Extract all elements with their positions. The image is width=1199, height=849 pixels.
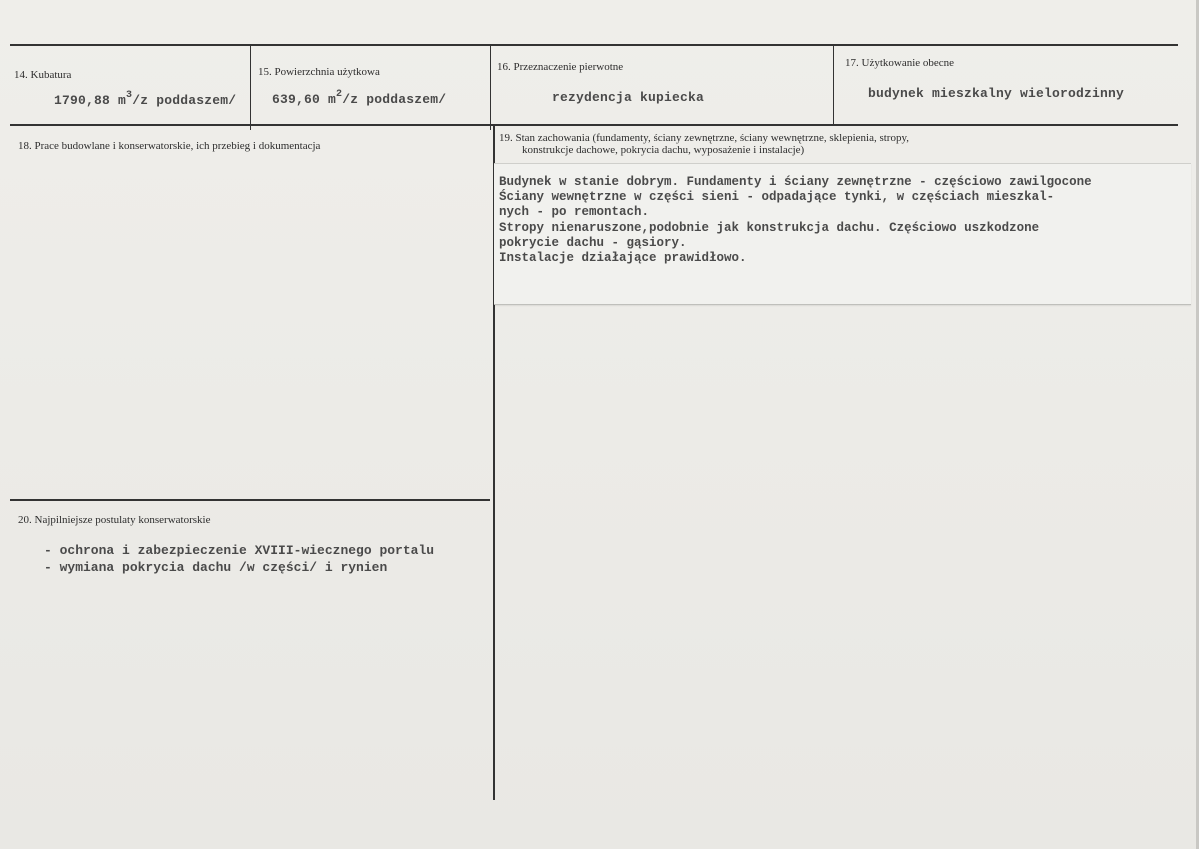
top-rule [10, 44, 1178, 46]
field-17-label: 17. Użytkowanie obecne [845, 57, 955, 69]
list-item: - wymiana pokrycia dachu /w części/ i rynien [44, 560, 388, 575]
field-19-line: Budynek w stanie dobrym. Fundamenty i ściany zewnętrzne - częściowo zawilgocone [499, 175, 1092, 189]
field-19-text [499, 175, 1092, 266]
row-rule-1 [10, 124, 1178, 126]
field-17-value: budynek mieszkalny wielorodzinny [868, 86, 1125, 101]
col-divider-16-17 [833, 46, 834, 124]
field-19-line: Stropy nienaruszone,podobnie jak konstrukcja dachu. Częściowo uszkodzone [499, 220, 1040, 235]
field-19-line: pokrycie dachu - gąsiory. [499, 235, 687, 250]
list-item: - ochrona i zabezpieczenie XVIII-wiecznego portalu [44, 543, 435, 558]
field-19-line: Ściany wewnętrzne w części sieni - odpadające tynki, w częściach mieszkal- [499, 190, 1055, 205]
field-14-label: 14. Kubatura [14, 69, 72, 81]
field-18-label: 18. Prace budowlane i konserwatorskie, ich przebieg i dokumentacja [18, 140, 321, 152]
field-16-label: 16. Przeznaczenie pierwotne [497, 61, 624, 73]
row-rule-18-20 [10, 499, 490, 501]
col-divider-14-15 [250, 46, 251, 130]
field-19-label-line2: konstrukcje dachowe, pokrycia dachu, wyposażenie i instalacje) [522, 144, 805, 156]
field-15-label: 15. Powierzchnia użytkowa [258, 66, 380, 78]
col-divider-15-16 [490, 46, 491, 130]
field-20-label: 20. Najpilniejsze postulaty konserwatorskie [18, 514, 211, 526]
field-15-value: 639,60 $m^2/z$ poddaszem/ [272, 88, 447, 107]
field-19-label-line1: 19. Stan zachowania (fundamenty, ściany zewnętrzne, ściany wewnętrzne, sklepienia, stropy, [499, 132, 910, 144]
field-20-list [44, 542, 434, 576]
field-19-line: nych - po remontach. [499, 205, 650, 220]
field-14-value: 1790,88 $m^3/z$ poddaszem/ [54, 89, 237, 108]
field-19-line: Instalacje działające prawidłowo. [499, 251, 747, 266]
field-16-value: rezydencja kupiecka [552, 90, 705, 105]
